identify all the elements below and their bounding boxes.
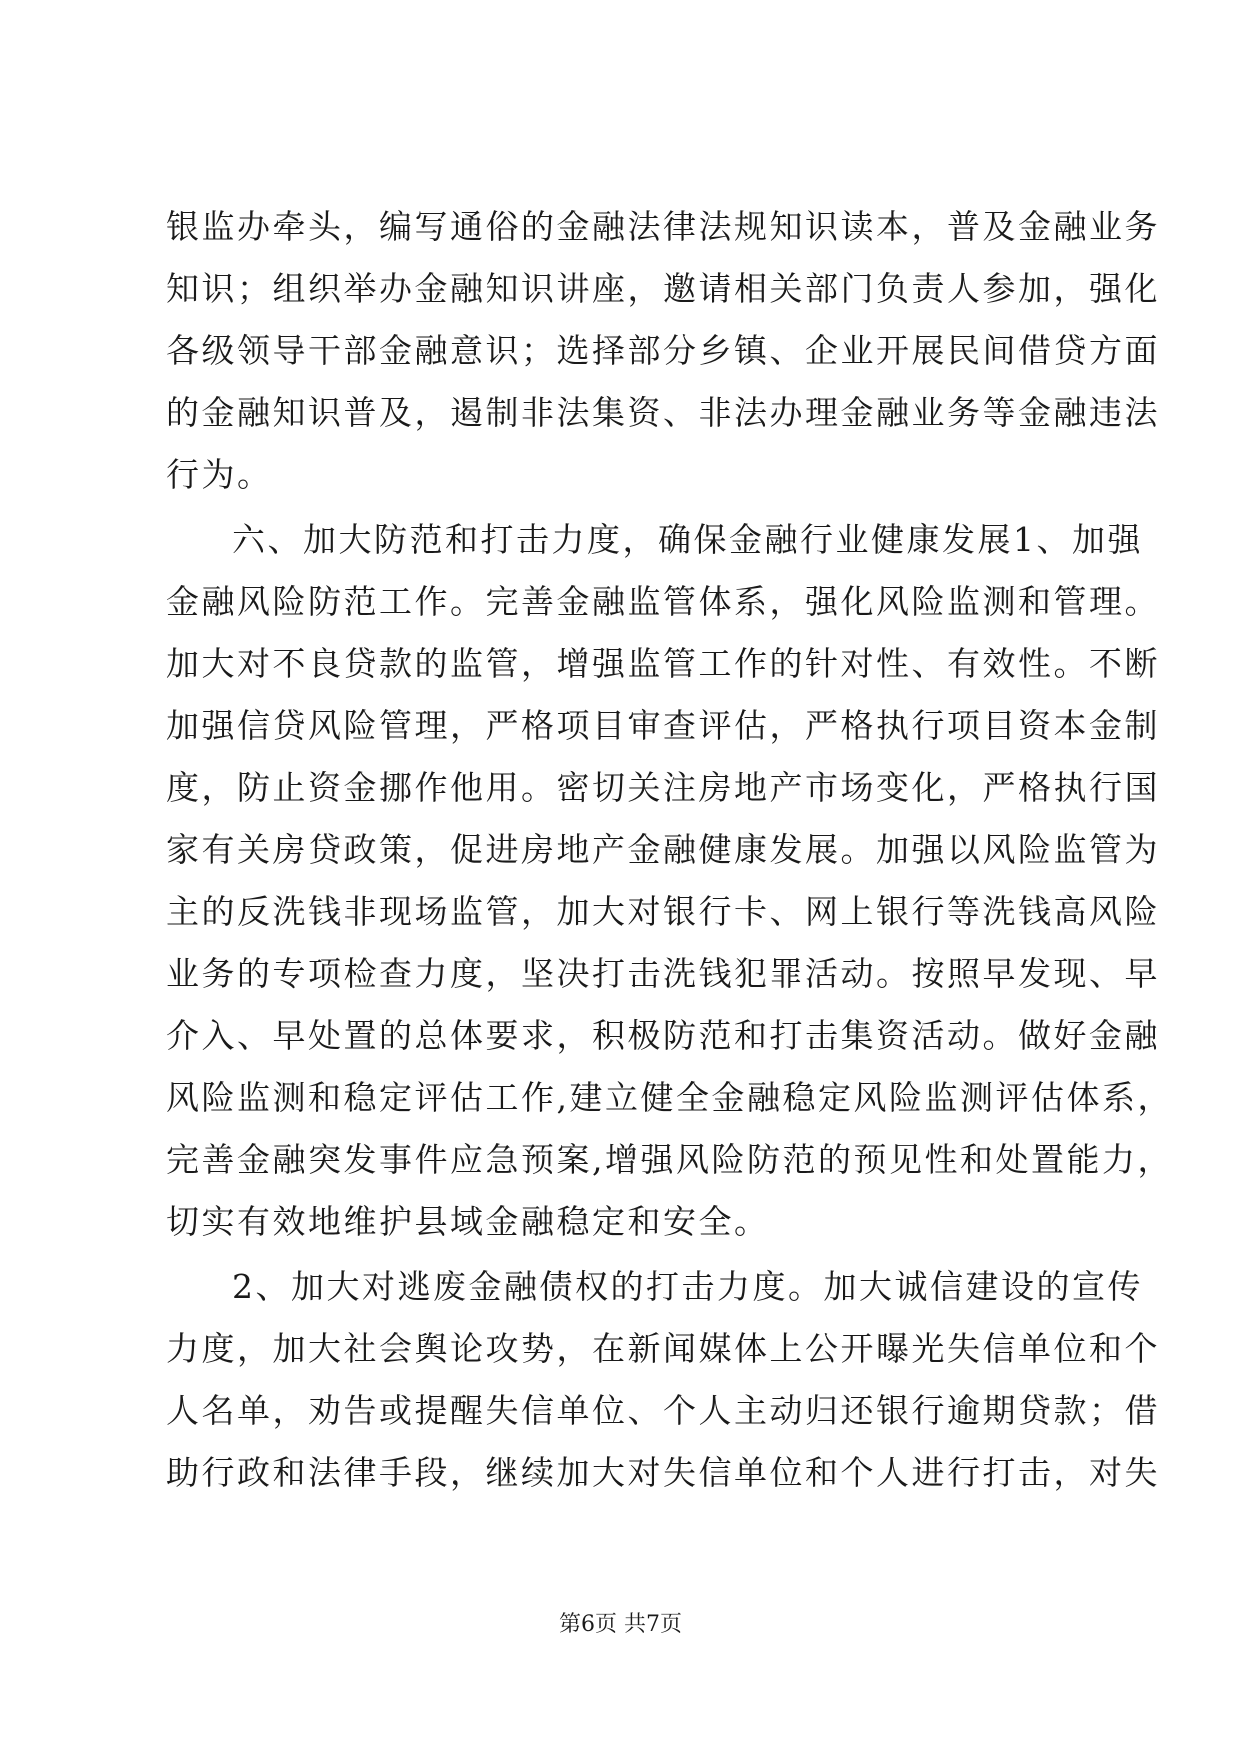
- section-heading-line: 六、加大防范和打击力度，确保金融行业健康发展1、加强: [232, 520, 1143, 559]
- paragraph-start-line: 2、加大对逃废金融债权的打击力度。加大诚信建设的宣传: [232, 1267, 1143, 1306]
- body-text-line: 业务的专项检查力度，坚决打击洗钱犯罪活动。按照早发现、早: [166, 954, 1160, 993]
- body-text-line: 风险监测和稳定评估工作,建立健全金融稳定风险监测评估体系，: [166, 1078, 1173, 1117]
- body-text-line: 加强信贷风险管理，严格项目审查评估，严格执行项目资本金制: [166, 706, 1160, 745]
- body-text-line: 助行政和法律手段，继续加大对失信单位和个人进行打击，对失: [166, 1453, 1160, 1492]
- body-text-line: 主的反洗钱非现场监管，加大对银行卡、网上银行等洗钱高风险: [166, 892, 1160, 931]
- body-text-line: 加大对不良贷款的监管，增强监管工作的针对性、有效性。不断: [166, 644, 1160, 683]
- page-footer: 第6页 共7页: [559, 1612, 682, 1637]
- body-text-line: 行为。: [166, 455, 273, 494]
- body-text-line: 度，防止资金挪作他用。密切关注房地产市场变化，严格执行国: [166, 768, 1160, 807]
- body-text-line: 金融风险防范工作。完善金融监管体系，强化风险监测和管理。: [166, 582, 1160, 621]
- body-text-line: 家有关房贷政策，促进房地产金融健康发展。加强以风险监管为: [166, 830, 1160, 869]
- body-text-line: 各级领导干部金融意识；选择部分乡镇、企业开展民间借贷方面: [166, 331, 1160, 370]
- body-text-line: 银监办牵头，编写通俗的金融法律法规知识读本，普及金融业务: [166, 207, 1160, 246]
- body-text-line: 介入、早处置的总体要求，积极防范和打击集资活动。做好金融: [166, 1016, 1160, 1055]
- body-text-line: 完善金融突发事件应急预案,增强风险防范的预见性和处置能力，: [166, 1140, 1173, 1179]
- body-text-line: 知识；组织举办金融知识讲座，邀请相关部门负责人参加，强化: [166, 269, 1160, 308]
- body-text-line: 切实有效地维护县域金融稳定和安全。: [166, 1202, 770, 1241]
- body-text-line: 力度，加大社会舆论攻势，在新闻媒体上公开曝光失信单位和个: [166, 1329, 1160, 1368]
- body-text-line: 的金融知识普及，遏制非法集资、非法办理金融业务等金融违法: [166, 393, 1160, 432]
- body-text-line: 人名单，劝告或提醒失信单位、个人主动归还银行逾期贷款；借: [166, 1391, 1160, 1430]
